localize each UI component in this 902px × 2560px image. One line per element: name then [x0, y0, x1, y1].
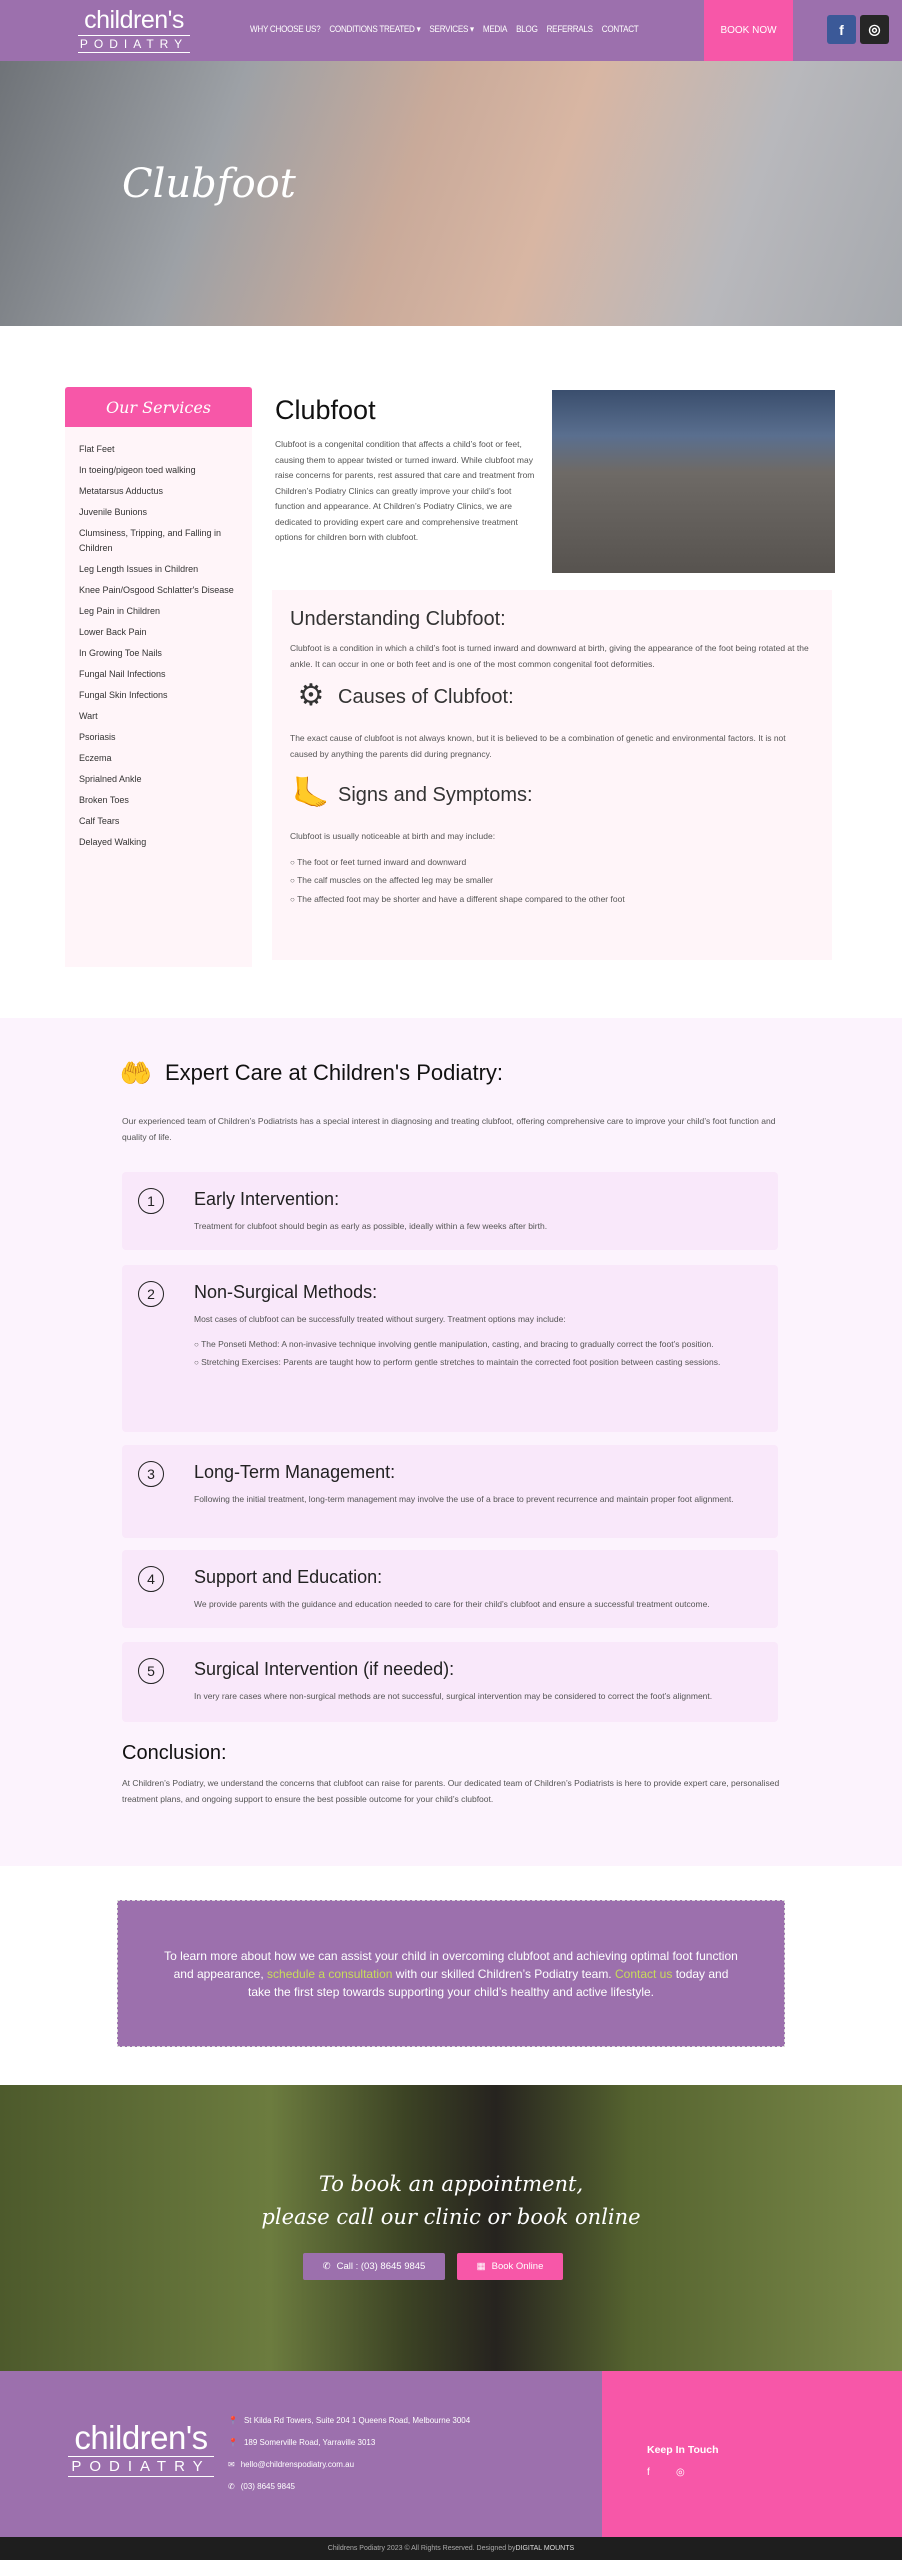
understanding-text: Clubfoot is a condition in which a child’s foot is turned inward and downward at birth, giving the appearance of the foot being rotated at the ankle. It can occur in one or both feet and is one of the most common congenital foot deformities. [290, 643, 809, 669]
card-title: Support and Education: [194, 1567, 383, 1587]
list-item: ○ The foot or feet turned inward and downward [290, 855, 814, 871]
causes-text: The exact cause of clubfoot is not always known, but it is believed to be a combination of genetic and environmental factors. It is not caused by anything the parents did during pregnancy. [290, 733, 786, 759]
card-support [122, 1550, 778, 1628]
conclusion-heading: Conclusion: [122, 1742, 227, 1764]
sidebar-item[interactable]: Broken Toes [79, 795, 129, 805]
sidebar-heading: Our Services [65, 387, 252, 427]
card-surgical [122, 1642, 778, 1722]
hero-banner [0, 61, 902, 326]
designer-link[interactable]: DIGITAL MOUNTS [515, 2545, 575, 2552]
footer-social [602, 2371, 902, 2537]
logo[interactable]: children's PODIATRY [79, 6, 189, 51]
sidebar-item[interactable]: Leg Length Issues in Children [79, 564, 199, 574]
facebook-icon[interactable]: f [647, 2467, 650, 2478]
sidebar-item[interactable]: Eczema [79, 753, 112, 763]
main-nav [250, 24, 638, 35]
list-item: ○ The affected foot may be shorter and have a different shape compared to the other foot [290, 892, 814, 908]
nav-why-choose-us[interactable]: WHY CHOOSE US? [250, 24, 321, 34]
expert-heading: 🤲 Expert Care at Children's Podiatry: [115, 1052, 503, 1094]
nav-blog[interactable]: BLOG [516, 24, 538, 34]
card-title: Long-Term Management: [194, 1462, 396, 1482]
card-text: Most cases of clubfoot can be successfully treated without surgery. Treatment options may include: [194, 1314, 566, 1324]
causes-heading: Causes of Clubfoot: [338, 686, 514, 708]
card-title: Non-Surgical Methods: [194, 1282, 378, 1302]
child-feet-photo [552, 390, 835, 573]
booking-band [0, 2085, 902, 2371]
phone-icon: ✆ [228, 2482, 235, 2491]
expert-text: Our experienced team of Children’s Podiatrists has a special interest in diagnosing and treating clubfoot, offering comprehensive care to improve your child’s foot function and quality of life. [122, 1116, 776, 1142]
calendar-icon: ▦ [476, 2261, 486, 2272]
facebook-icon[interactable]: f [827, 15, 856, 44]
card-text: In very rare cases where non-surgical methods are not successful, surgical intervention may be considered to correct the foot’s alignment. [194, 1691, 713, 1701]
location-icon: 📍 [228, 2416, 238, 2425]
list-item: ○ The calf muscles on the affected leg may be smaller [290, 873, 814, 889]
sidebar-item[interactable]: Lower Back Pain [79, 627, 147, 637]
nav-contact[interactable]: CONTACT [601, 24, 639, 34]
location-icon: 📍 [228, 2438, 238, 2447]
instagram-icon[interactable]: ◎ [676, 2467, 685, 2478]
card-title: Early Intervention: [194, 1189, 340, 1209]
foot-magnifier-icon: 🦶 [292, 777, 330, 810]
sidebar-item[interactable]: Juvenile Bunions [79, 507, 148, 517]
cta-box: To learn more about how we can assist your child in overcoming clubfoot and achieving optimal foot function and appearance, schedule a consultation with our skilled Children’s Podiatry team. Contact us today and take the first step towards supporting your child’s healthy and active lifestyle. [117, 1900, 785, 2047]
info-box [272, 590, 832, 960]
number-badge: 4 [138, 1566, 164, 1592]
sidebar-item[interactable]: Psoriasis [79, 732, 116, 742]
sidebar-item[interactable]: Clumsiness, Tripping, and Falling in Children [79, 528, 222, 553]
services-sidebar [65, 387, 252, 967]
sidebar-item[interactable]: Knee Pain/Osgood Schlatter's Disease [79, 585, 234, 595]
number-badge: 2 [138, 1281, 164, 1307]
sidebar-item[interactable]: Fungal Nail Infections [79, 669, 166, 679]
nav-media[interactable]: MEDIA [482, 24, 508, 34]
conclusion-text: At Children’s Podiatry, we understand the concerns that clubfoot can raise for parents. Our dedicated team of Children’s Podiatrists is here to provide expert care, personalised treatment plans, and ongoing support to ensure the best possible outcome for your child’s clubfoot. [122, 1778, 780, 1804]
list-item: ○ Stretching Exercises: Parents are taught how to perform gentle stretches to maintain the corrected foot position between casting sessions. [194, 1355, 748, 1371]
sidebar-item[interactable]: Calf Tears [79, 816, 120, 826]
number-badge: 5 [138, 1658, 164, 1684]
hero-title: Clubfoot [122, 161, 296, 207]
footer [0, 2371, 602, 2537]
booking-heading: To book an appointment, please call our clinic or book online [261, 2172, 641, 2229]
number-badge: 3 [138, 1461, 164, 1487]
card-text: Treatment for clubfoot should begin as early as possible, ideally within a few weeks after birth. [194, 1221, 548, 1231]
sidebar-item[interactable]: Wart [79, 711, 98, 721]
email-icon: ✉ [228, 2460, 235, 2469]
signs-list [290, 855, 814, 908]
book-now-button[interactable]: BOOK NOW [704, 0, 793, 61]
card-title: Surgical Intervention (if needed): [194, 1659, 455, 1679]
instagram-icon[interactable]: ◎ [860, 15, 889, 44]
sidebar-item[interactable]: In toeing/pigeon toed walking [79, 465, 196, 475]
hand-drop-icon: 🤲 [119, 1057, 153, 1088]
card-long-term [122, 1445, 778, 1538]
understanding-heading: Understanding Clubfoot: [290, 608, 506, 630]
contact-us-link[interactable]: Contact us [614, 1966, 673, 1981]
page-title: Clubfoot [275, 395, 376, 425]
schedule-consultation-link[interactable]: schedule a consultation [267, 1966, 393, 1981]
keep-in-touch-heading: Keep In Touch [647, 2444, 719, 2456]
expert-care-section [0, 1018, 902, 1866]
site-header [0, 0, 902, 61]
nav-conditions-treated[interactable]: CONDITIONS TREATED ▾ [329, 24, 421, 34]
sidebar-item[interactable]: Leg Pain in Children [79, 606, 161, 616]
sidebar-item[interactable]: Fungal Skin Infections [79, 690, 168, 700]
list-item: ○ The Ponseti Method: A non-invasive technique involving gentle manipulation, casting, and bracing to gradually correct the foot’s position. [194, 1337, 748, 1353]
services-list [65, 427, 252, 850]
gears-foot-icon: ⚙ [297, 679, 325, 712]
sidebar-item[interactable]: Sprialned Ankle [79, 774, 142, 784]
footer-logo[interactable]: children's PODIATRY [68, 2421, 214, 2477]
card-early-intervention [122, 1172, 778, 1250]
contact-info: 📍 St Kilda Rd Towers, Suite 204 1 Queens Road, Melbourne 3004 📍 189 Somerville Road, Yarraville 3013 ✉ hello@childrenspodiatry.com.au ✆ (03) 8645 9845 [228, 2416, 470, 2504]
sidebar-item[interactable]: In Growing Toe Nails [79, 648, 162, 658]
sidebar-item[interactable]: Metatarsus Adductus [79, 486, 164, 496]
book-online-button[interactable]: ▦ Book Online [457, 2253, 563, 2280]
signs-text: Clubfoot is usually noticeable at birth and may include: [290, 831, 496, 841]
nav-referrals[interactable]: REFERRALS [546, 24, 593, 34]
phone-icon: ✆ [322, 2261, 331, 2272]
sidebar-item[interactable]: Flat Feet [79, 444, 115, 454]
copyright-bar: Childrens Podiatry 2023 © All Rights Reserved. Designed by DIGITAL MOUNTS [0, 2537, 902, 2560]
number-badge: 1 [138, 1188, 164, 1214]
card-text: We provide parents with the guidance and education needed to care for their child’s clubfoot and ensure a successful treatment outcome. [194, 1599, 710, 1609]
sidebar-item[interactable]: Delayed Walking [79, 837, 147, 847]
nav-services[interactable]: SERVICES ▾ [429, 24, 474, 34]
card-non-surgical [122, 1265, 778, 1432]
card-text: Following the initial treatment, long-term management may involve the use of a brace to prevent recurrence and maintain proper foot alignment. [194, 1494, 734, 1504]
intro-text: Clubfoot is a congenital condition that affects a child’s foot or feet, causing them to appear twisted or turned inward. While clubfoot may raise concerns for parents, rest assured that care and treatment from Children’s Podiatry Clinics can greatly improve your child’s foot function and appearance. At Children’s Podiatry Clinics, we are dedicated to providing expert care and comprehensive treatment options for children born with clubfoot. [275, 439, 535, 542]
signs-heading: Signs and Symptoms: [338, 784, 533, 806]
call-button[interactable]: ✆ Call : (03) 8645 9845 [303, 2253, 445, 2280]
